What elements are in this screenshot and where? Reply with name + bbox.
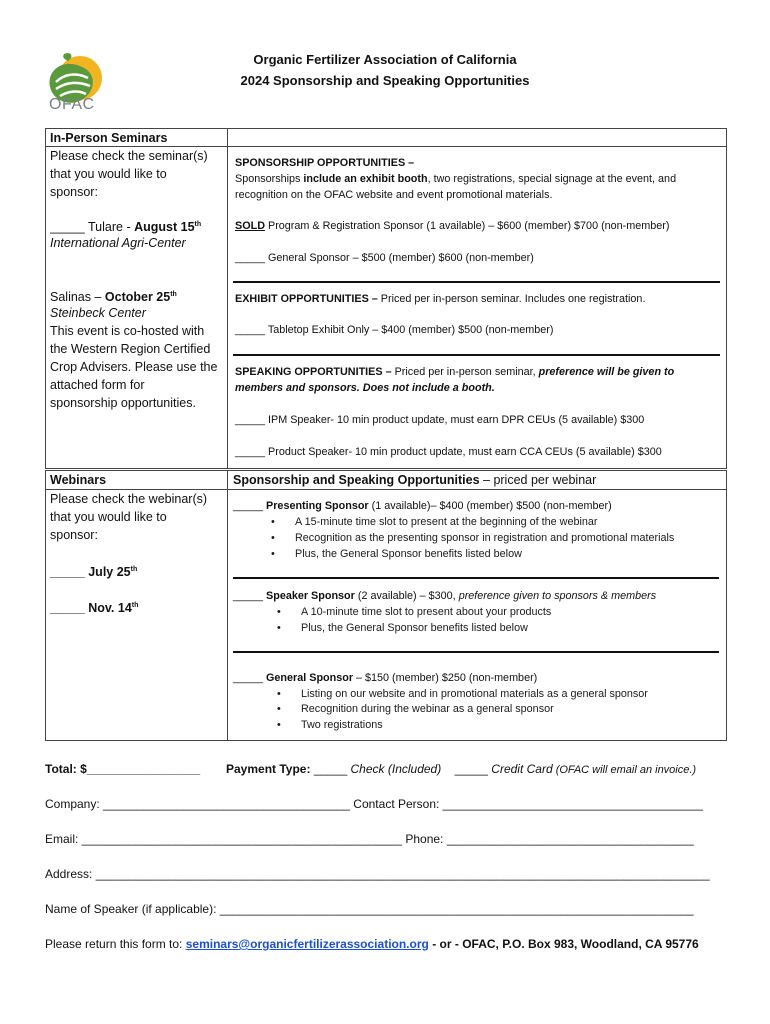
logo-text: OFAC [49,96,95,113]
presenting-sponsor-option[interactable]: _____ Presenting Sponsor (1 available)– $400 (member) $500 (non-member) [233,500,612,512]
webinar-sponsorship-heading: Sponsorship and Speaking Opportunities – priced per webinar [233,473,597,487]
webinars-heading: Webinars [50,473,107,487]
list-item: • Recognition as the presenting sponsor in registration and promotional materials [295,530,674,546]
sponsorship-desc-2: recognition on the OFAC website and event promotional materials. [235,189,553,201]
return-email-link[interactable]: seminars@organicfertilizerassociation.org [185,937,429,951]
exhibit-heading: EXHIBIT OPPORTUNITIES – Priced per in-person seminar. Includes one registration. [235,293,646,305]
salinas-venue: Steinbeck Center [50,306,146,320]
program-sponsor-option: SOLD Program & Registration Sponsor (1 available) – $600 (member) $700 (non-member) [235,220,670,232]
salinas-note: This event is co-hosted with the Western Region Certified Crop Advisers. Please use the attached form for sponsorship opportunities. [50,324,218,410]
list-item: • Listing on our website and in promotional materials as a general sponsor [301,686,648,702]
sponsorship-heading: SPONSORSHIP OPPORTUNITIES – [235,157,415,169]
list-item: • A 10-minute time slot to present about your products [301,604,551,620]
list-item: • Plus, the General Sponsor benefits listed below [295,546,522,562]
salinas-option: Salinas – October 25th [50,290,177,305]
speaking-heading: SPEAKING OPPORTUNITIES – Priced per in-person seminar, preference will be given to [235,366,675,378]
address-field[interactable]: Address: ____________________________________________________________________________________________ [45,867,710,881]
list-item: • A 15-minute time slot to present at the beginning of the webinar [295,514,598,530]
list-item: • Recognition during the webinar as a general sponsor [301,701,554,717]
tulare-option[interactable]: _____ Tulare - August 15th [50,220,202,235]
return-instructions: Please return this form to: seminars@organicfertilizerassociation.org - or - OFAC, P.O. Box 983, Woodland, CA 95776 [45,937,699,951]
speaker-name-field[interactable]: Name of Speaker (if applicable): _______________________________________________________________________ [45,902,694,916]
tabletop-exhibit-option[interactable]: _____ Tabletop Exhibit Only – $400 (member) $500 (non-member) [235,324,554,336]
webinars-instruction: Please check the webinar(s) that you would like to sponsor: [50,492,208,542]
list-item: • Plus, the General Sponsor benefits listed below [301,620,528,636]
speaker-sponsor-option[interactable]: _____ Speaker Sponsor (2 available) – $300, preference given to sponsors & members [233,590,657,602]
speaking-pref: members and sponsors. Does not include a booth. [235,382,495,394]
tulare-venue: International Agri-Center [50,236,186,250]
july-webinar-option[interactable]: _____ July 25th [50,565,138,580]
payment-type: Payment Type: _____ Check (Included) _____ Credit Card (OFAC will email an invoice.) [226,762,697,776]
sponsorship-desc: Sponsorships include an exhibit booth, two registrations, special signage at the event, and [235,173,677,185]
ipm-speaker-option[interactable]: _____ IPM Speaker- 10 min product update, must earn DPR CEUs (5 available) $300 [235,414,645,426]
total-field[interactable]: Total: $_________________ [45,762,201,776]
list-item: • Two registrations [301,717,383,733]
in-person-instruction: Please check the seminar(s) that you would like to sponsor: [50,149,208,199]
general-sponsor-webinar-option[interactable]: _____ General Sponsor – $150 (member) $250 (non-member) [233,672,538,684]
product-speaker-option[interactable]: _____ Product Speaker- 10 min product update, must earn CCA CEUs (5 available) $300 [235,446,662,458]
general-sponsor-option[interactable]: _____ General Sponsor – $500 (member) $600 (non-member) [235,252,534,264]
nov-webinar-option[interactable]: _____ Nov. 14th [50,601,139,616]
in-person-heading: In-Person Seminars [50,131,168,145]
company-contact-field[interactable]: Company: _____________________________________ Contact Person: _______________________________________ [45,797,703,811]
email-phone-field[interactable]: Email: ________________________________________________ Phone: _____________________________________ [45,832,694,846]
page-subtitle: 2024 Sponsorship and Speaking Opportunities [240,73,530,88]
page-title: Organic Fertilizer Association of California [253,52,517,67]
